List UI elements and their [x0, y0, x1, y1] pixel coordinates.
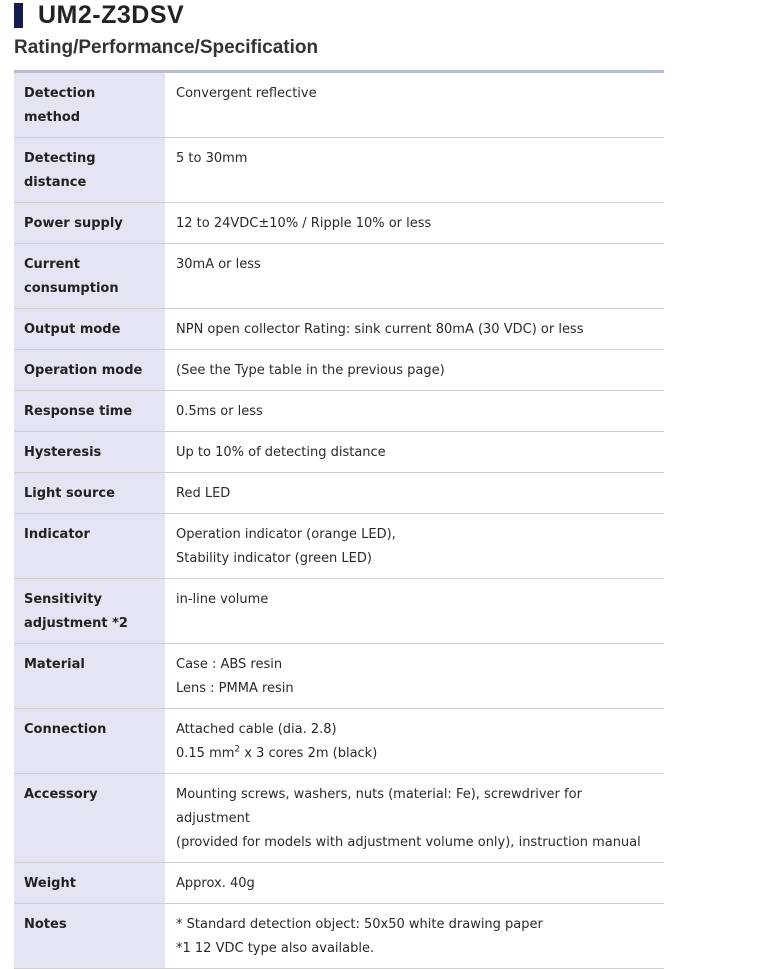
spec-label: Notes — [14, 904, 165, 969]
spec-row-power-supply — [14, 203, 664, 244]
spec-label: Response time — [14, 391, 165, 432]
heading-accent-bar — [14, 3, 23, 28]
spec-label: Weight — [14, 863, 165, 904]
spec-row-weight — [14, 863, 664, 904]
spec-row-detecting-distance — [14, 138, 664, 203]
spec-value: Approx. 40g — [165, 863, 664, 904]
spec-row-sensitivity-adjustment — [14, 579, 664, 644]
spec-label: Output mode — [14, 309, 165, 350]
spec-value: 12 to 24VDC±10% / Ripple 10% or less — [165, 203, 664, 244]
spec-label: Detecting distance — [14, 138, 165, 203]
spec-label: Material — [14, 644, 165, 709]
spec-label: Current consumption — [14, 244, 165, 309]
spec-row-accessory — [14, 774, 664, 863]
model-heading — [14, 0, 184, 30]
spec-row-output-mode — [14, 309, 664, 350]
spec-row-current-consumption — [14, 244, 664, 309]
spec-label: Light source — [14, 473, 165, 514]
spec-label: Power supply — [14, 203, 165, 244]
spec-row-indicator — [14, 514, 664, 579]
spec-label: Operation mode — [14, 350, 165, 391]
spec-value: Mounting screws, washers, nuts (material: Fe), screwdriver for adjustment (provided for models with adjustment volume only), instruction manual — [165, 774, 664, 863]
spec-label: Indicator — [14, 514, 165, 579]
spec-value: Case : ABS resin Lens : PMMA resin — [165, 644, 664, 709]
spec-row-detection-method — [14, 72, 664, 138]
spec-value: Up to 10% of detecting distance — [165, 432, 664, 473]
spec-value: * Standard detection object: 50x50 white drawing paper *1 12 VDC type also available. — [165, 904, 664, 969]
spec-table — [14, 70, 664, 969]
spec-value: 0.5ms or less — [165, 391, 664, 432]
spec-label: Hysteresis — [14, 432, 165, 473]
spec-value: 5 to 30mm — [165, 138, 664, 203]
spec-row-light-source — [14, 473, 664, 514]
spec-value: Convergent reflective — [165, 72, 664, 138]
spec-label: Accessory — [14, 774, 165, 863]
spec-value: Attached cable (dia. 2.8) 0.15 $mm^2$ x 3 cores 2m (black) — [165, 709, 664, 774]
spec-label: Sensitivity adjustment *2 — [14, 579, 165, 644]
spec-value: (See the Type table in the previous page) — [165, 350, 664, 391]
spec-row-operation-mode — [14, 350, 664, 391]
spec-value: Red LED — [165, 473, 664, 514]
spec-label: Detection method — [14, 72, 165, 138]
spec-row-response-time — [14, 391, 664, 432]
section-title: Rating/Performance/Specification — [14, 37, 319, 58]
spec-value: NPN open collector Rating: sink current 80mA (30 VDC) or less — [165, 309, 664, 350]
spec-row-hysteresis — [14, 432, 664, 473]
spec-row-material — [14, 644, 664, 709]
spec-value: Operation indicator (orange LED), Stability indicator (green LED) — [165, 514, 664, 579]
spec-label: Connection — [14, 709, 165, 774]
spec-row-notes — [14, 904, 664, 969]
spec-value: 30mA or less — [165, 244, 664, 309]
model-name: UM2-Z3DSV — [38, 0, 185, 29]
spec-row-connection — [14, 709, 664, 774]
spec-value: in-line volume — [165, 579, 664, 644]
